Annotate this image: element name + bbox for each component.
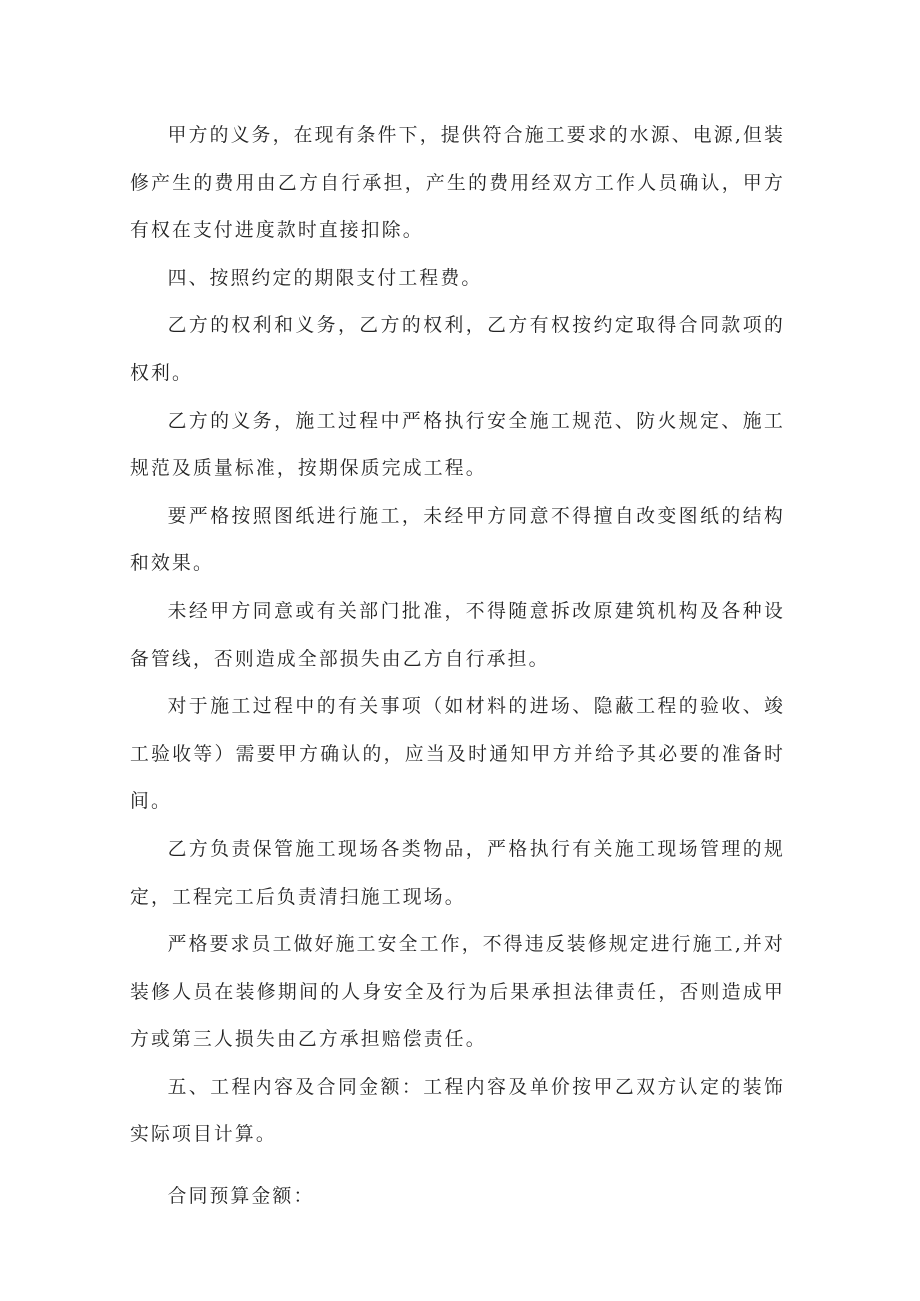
- paragraph-budget-amount: 合同预算金额：: [167, 1186, 315, 1208]
- paragraph-section-5: 五、工程内容及合同金额：工程内容及单价按甲乙双方认定的装饰实际项目计算。: [130, 1076, 785, 1146]
- document-body: [130, 112, 785, 1221]
- paragraph-party-b-rights: 乙方的权利和义务，乙方的权利，乙方有权按约定取得合同款项的权利。: [130, 315, 785, 384]
- paragraph-party-a-obligations: 甲方的义务，在现有条件下，提供符合施工要求的水源、电源,但装修产生的费用由乙方自行承担，产生的费用经双方工作人员确认，甲方有权在支付进度款时直接扣除。: [130, 125, 785, 242]
- paragraph-no-demolition: 未经甲方同意或有关部门批准，不得随意拆改原建筑机构及各种设备管线，否则造成全部损失由乙方自行承担。: [130, 600, 785, 670]
- paragraph-follow-drawings: 要严格按照图纸进行施工，未经甲方同意不得擅自改变图纸的结构和效果。: [130, 505, 785, 575]
- paragraph-confirmation-matters: 对于施工过程中的有关事项（如材料的进场、隐蔽工程的验收、竣工验收等）需要甲方确认的，应当及时通知甲方并给予其必要的准备时间。: [130, 696, 785, 813]
- paragraph-safety-responsibility: 严格要求员工做好施工安全工作，不得违反装修规定进行施工,并对装修人员在装修期间的人身安全及行为后果承担法律责任，否则造成甲方或第三人损失由乙方承担赔偿责任。: [130, 934, 785, 1051]
- paragraph-section-4: 四、按照约定的期限支付工程费。: [167, 267, 483, 289]
- paragraph-site-management: 乙方负责保管施工现场各类物品，严格执行有关施工现场管理的规定，工程完工后负责清扫施工现场。: [130, 838, 785, 908]
- paragraph-party-b-obligations: 乙方的义务，施工过程中严格执行安全施工规范、防火规定、施工规范及质量标准，按期保质完成工程。: [130, 410, 785, 480]
